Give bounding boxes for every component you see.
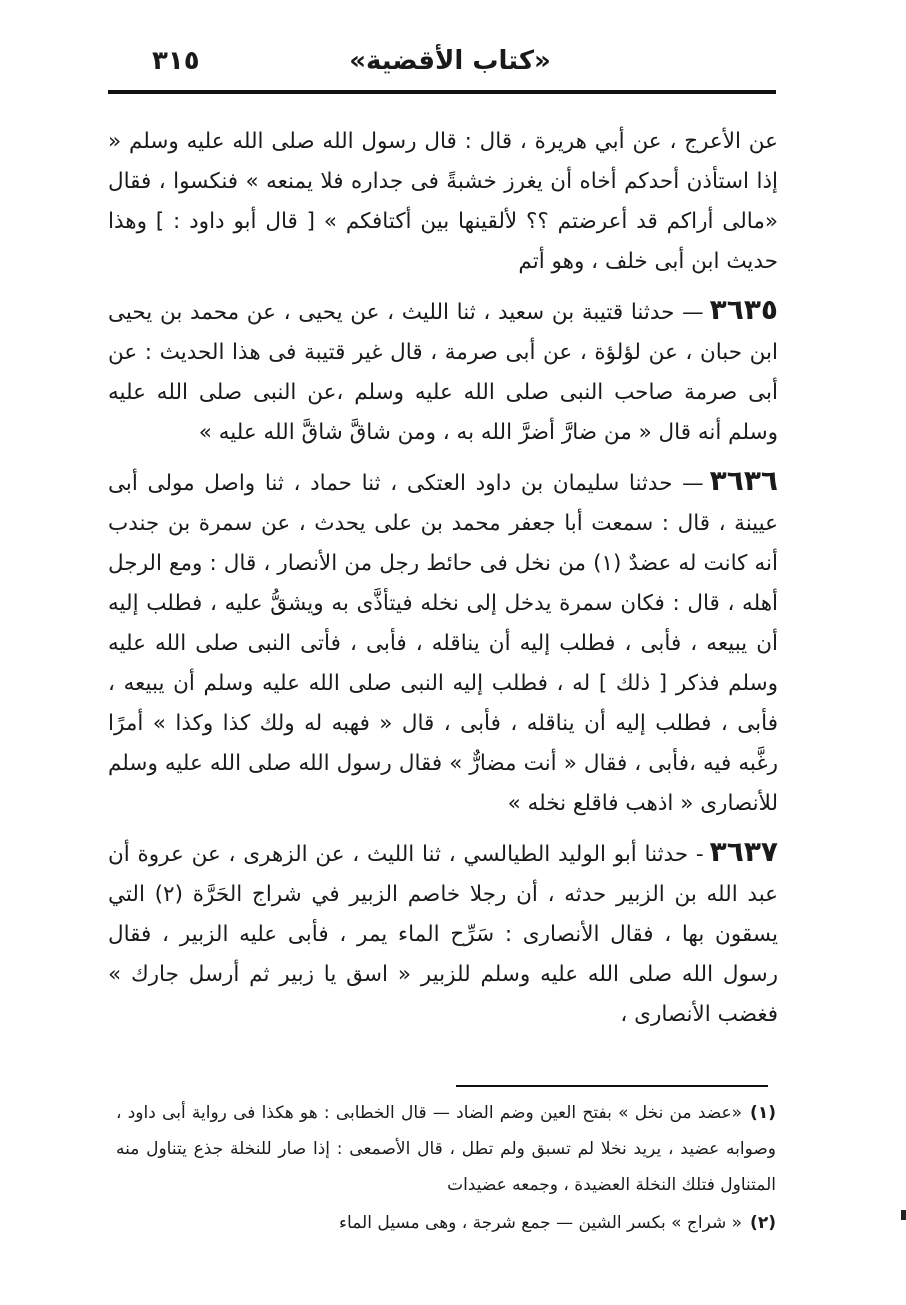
footnote-rule: [456, 1085, 768, 1087]
chapter-title: «كتاب الأقضية»: [349, 46, 551, 76]
hadith-number: ٣٦٣٦: [709, 464, 778, 497]
footnote-1: [116, 1095, 776, 1203]
footnote-text: «عضد من نخل » بفتح العين وضم الضاد — قال الخطابى : هو هكذا فى رواية أبى داود ، وصوابه عضيد ، يريد نخلا لم تسبق ولم تطل ، قال الأصمعى : إذا صار للنخلة جذع يتناول منه المتناول فتلك النخلة العضيدة ، وجمعه عضيدات: [116, 1103, 776, 1195]
paragraph-text: - حدثنا أبو الوليد الطيالسي ، ثنا الليث ، عن الزهرى ، عن عروة أن عبد الله بن الزبير حدثه ، أن رجلا خاصم الزبير في شراج الحَرَّة (٢) التي يسقون بها ، فقال الأنصارى : سَرِّح الماء يمر ، فأبى عليه الزبير ، فقال رسول الله صلى الله عليه وسلم للزبير « اسق يا زبير ثم أرسل جارك » فغضب الأنصارى ،: [108, 842, 779, 1027]
hadith-3637: [108, 832, 778, 1035]
scan-edge-mark: [901, 1210, 906, 1220]
paragraph-text: — حدثنا قتيبة بن سعيد ، ثنا الليث ، عن يحيى ، عن محمد بن يحيى ابن حبان ، عن لؤلؤة ، عن أبى صرمة ، قال غير قتيبة فى هذا الحديث : عن أبى صرمة صاحب النبى صلى الله عليه وسلم ،عن النبى صلى الله عليه وسلم أنه قال « من ضارَّ أضرَّ الله به ، ومن شاقَّ شاقَّ الله عليه »: [108, 300, 778, 445]
main-text: [108, 122, 778, 1043]
footnote-2: [116, 1205, 776, 1241]
paragraph-text: — حدثنا سليمان بن داود العتكى ، ثنا حماد ، ثنا واصل مولى أبى عيينة ، قال : سمعت أبا جعفر محمد بن على يحدث ، عن سمرة بن جندب أنه كانت له عضدٌ (١) من نخل فى حائط رجل من الأنصار ، قال : ومع الرجل أهله ، قال : فكان سمرة يدخل إلى نخله فيتأذَّى به ويشقُّ عليه ، فطلب إليه أن يبيعه ، فأبى ، فطلب إليه أن يناقله ، فأبى ، فأتى النبى صلى الله عليه وسلم فذكر [ ذلك ] له ، فطلب إليه النبى صلى الله عليه وسلم أن يبيعه ، فأبى ، فطلب إليه أن يناقله ، فأبى ، قال « فهبه له ولك كذا وكذا » أمرًا رغَّبه فيه ،فأبى ، فقال « أنت مضارٌّ » فقال رسول الله صلى الله عليه وسلم للأنصارى « اذهب فاقلع نخله »: [108, 471, 778, 816]
hadith-3636: [108, 461, 778, 824]
paragraph-text: عن الأعرج ، عن أبي هريرة ، قال : قال رسول الله صلى الله عليه وسلم « إذا استأذن أحدكم أخاه أن يغرز خشبةً فى جداره فلا يمنعه » فنكسوا ، فقال «مالى أراكم قد أعرضتم ؟؟ لألقينها بين أكتافكم » [ قال أبو داود : ] وهذا حديث ابن أبى خلف ، وهو أتم: [108, 129, 778, 274]
footnote-mark: (٢): [750, 1213, 776, 1233]
header-rule: [108, 90, 776, 94]
page-number: ٣١٥: [152, 46, 200, 76]
footnote-mark: (١): [750, 1103, 776, 1123]
hadith-number: ٣٦٣٧: [709, 835, 778, 868]
footnote-text: « شراج » بكسر الشين — جمع شرجة ، وهى مسيل الماء: [339, 1213, 743, 1233]
hadith-3635: [108, 290, 778, 453]
paragraph-continuation: [108, 122, 778, 282]
hadith-number: ٣٦٣٥: [709, 293, 778, 326]
footnotes: [116, 1095, 776, 1243]
running-head: [130, 44, 770, 88]
